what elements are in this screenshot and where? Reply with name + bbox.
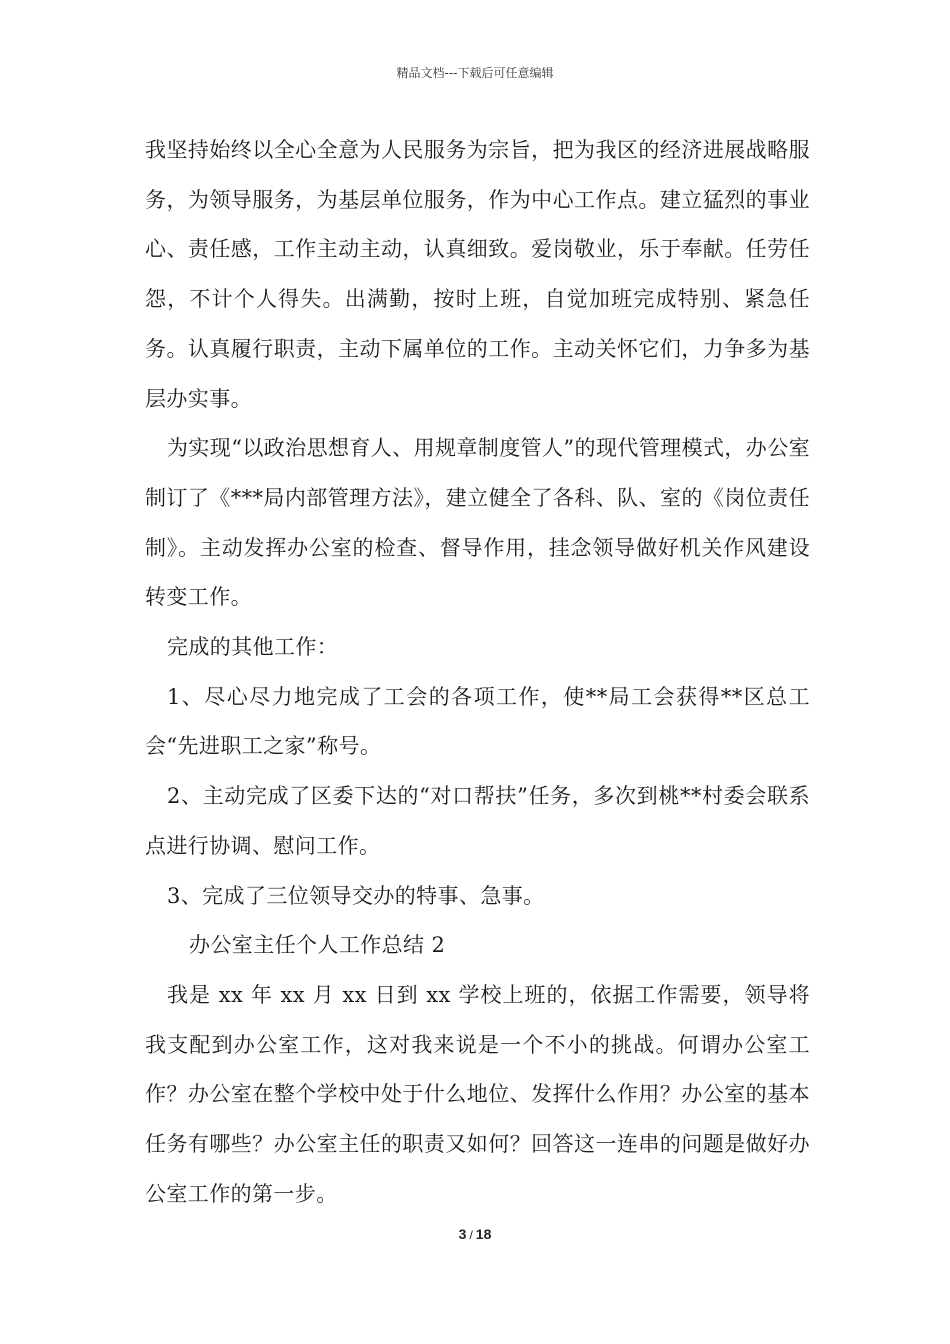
page-header xyxy=(0,64,950,81)
section-heading: 办公室主任个人工作总结 2 xyxy=(189,933,446,958)
paragraph-1: 我坚持始终以全心全意为人民服务为宗旨，把为我区的经济进展战略服务，为领导服务，为基层单位服务，作为中心工作点。建立猛烈的事业心、责任感，工作主动主动，认真细致。爱岗敬业，乐于奉献。任劳任怨，不计个人得失。出满勤，按时上班，自觉加班完成特别、紧急任务。认真履行职责，主动下属单位的工作。主动关怀它们，力争多为基层办实事。 xyxy=(145,138,810,411)
list-item-2: 2、主动完成了区委下达的“对口帮扶”任务，多次到桃**村委会联系点进行协调、慰问工作。 xyxy=(145,784,810,858)
page-number xyxy=(0,1226,950,1242)
list-item-3: 3、完成了三位领导交办的特事、急事。 xyxy=(167,883,545,908)
total-pages: 18 xyxy=(475,1226,492,1242)
document-body xyxy=(145,126,810,1219)
page-separator: / xyxy=(469,1228,473,1242)
list-item-1: 1、尽心尽力地完成了工会的各项工作，使**局工会获得**区总工会“先进职工之家”称号。 xyxy=(145,684,810,759)
paragraph-4: 我是 xx 年 xx 月 xx 日到 xx 学校上班的，依据工作需要，领导将我支配到办公室工作，这对我来说是一个不小的挑战。何谓办公室工作？办公室在整个学校中处于什么地位、发挥什么作用？办公室的基本任务有哪些？办公室主任的职责又如何？回答这一连串的问题是做好办公室工作的第一步。 xyxy=(145,982,810,1206)
current-page: 3 xyxy=(458,1226,467,1242)
paragraph-2: 为实现“以政治思想育人、用规章制度管人”的现代管理模式，办公室制订了《***局内部管理方法》，建立健全了各科、队、室的《岗位责任制》。主动发挥办公室的检查、督导作用，挂念领导做好机关作风建设转变工作。 xyxy=(145,436,810,610)
header-text: 精品文档---下载后可任意编辑 xyxy=(396,66,554,80)
paragraph-3: 完成的其他工作： xyxy=(167,635,339,660)
